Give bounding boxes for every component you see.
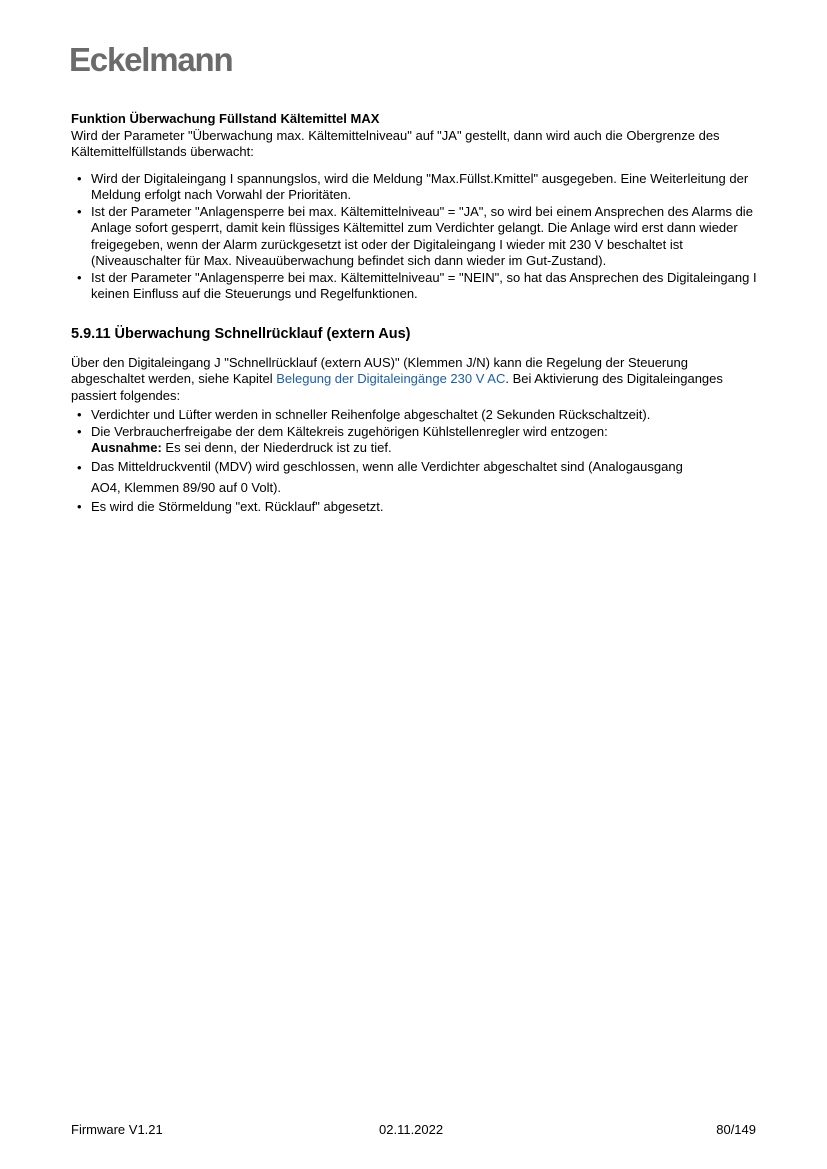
list-item: • Wird der Digitaleingang I spannungslos, wird die Meldung "Max.Füllst.Kmittel" ausgegeben. Eine Weiterleitung der Meldung erfolgt nach Vorwahl der Prioritäten.: [77, 170, 749, 202]
list-item: • Verdichter und Lüfter werden in schneller Reihenfolge abgeschaltet (2 Sekunden Rückschaltzeit).: [77, 407, 651, 422]
bullet-icon: •: [77, 498, 82, 514]
list-item: • Das Mitteldruckventil (MDV) wird geschlossen, wenn alle Verdichter abgeschaltet sind (Analogausgang AO4, Klemmen 89/90 auf 0 Volt).: [77, 458, 683, 495]
bullet-icon: •: [77, 170, 82, 186]
footer-page-number: 80/149: [716, 1122, 756, 1137]
bullet-list-quick-return: [71, 407, 761, 515]
list-item: • Es wird die Störmeldung "ext. Rücklauf" abgesetzt.: [77, 498, 384, 514]
bullet-icon: •: [77, 407, 82, 422]
footer-date: 02.11.2022: [379, 1122, 444, 1137]
bullet-list-max-level: [71, 171, 761, 303]
section-intro: Wird der Parameter "Überwachung max. Kältemittelniveau" auf "JA" gestellt, dann wird auch die Obergrenze des Kältemittelfüllstands überwacht:: [71, 127, 720, 159]
list-item: • Die Verbraucherfreigabe der dem Kältekreis zugehörigen Kühlstellenregler wird entzogen: Ausnahme: Es sei denn, der Niederdruck ist zu tief.: [77, 423, 608, 455]
list-item: • Ist der Parameter "Anlagensperre bei max. Kältemittelniveau" = "NEIN", so hat das Ansprechen des Digitaleingang I keinen Einfluss auf die Steuerungs und Regelfunktionen.: [77, 269, 757, 301]
eckelmann-logo: Eckelmann: [69, 41, 233, 78]
bullet-icon: •: [77, 423, 82, 439]
list-item: • Ist der Parameter "Anlagensperre bei max. Kältemittelniveau" = "JA", so wird bei einem Ansprechen des Alarms die Anlage sofort gesperrt, damit kein flüssiges Kältemittel zum Verdichter gelangt. Die Anlage wird erst dann wieder freigegeben, wenn der Alarm zurückgesetzt ist oder der Digitaleingang I wieder mit 230 V beschaltet ist (Niveauschalter für Max. Niveauüberwachung befindet sich dann wieder im Gut-Zustand).: [77, 203, 753, 268]
bullet-icon: •: [77, 203, 82, 219]
page-content: [71, 111, 761, 515]
section-intro-2: Über den Digitaleingang J "Schnellrücklauf (extern AUS)" (Klemmen J/N) kann die Regelung der Steuerung abgeschaltet werden, siehe Kapitel Belegung der Digitaleingänge 230 V AC. Bei Aktivierung des Digitaleinganges passiert folgendes:: [71, 354, 723, 403]
footer-firmware: Firmware V1.21: [71, 1122, 163, 1137]
section-title: Funktion Überwachung Füllstand Kältemittel MAX: [71, 111, 380, 126]
bullet-icon: •: [77, 269, 82, 285]
chapter-link[interactable]: Belegung der Digitaleingänge 230 V AC: [276, 371, 506, 386]
bullet-icon: •: [77, 459, 82, 475]
section-heading: 5.9.11 Überwachung Schnellrücklauf (extern Aus): [71, 325, 411, 342]
